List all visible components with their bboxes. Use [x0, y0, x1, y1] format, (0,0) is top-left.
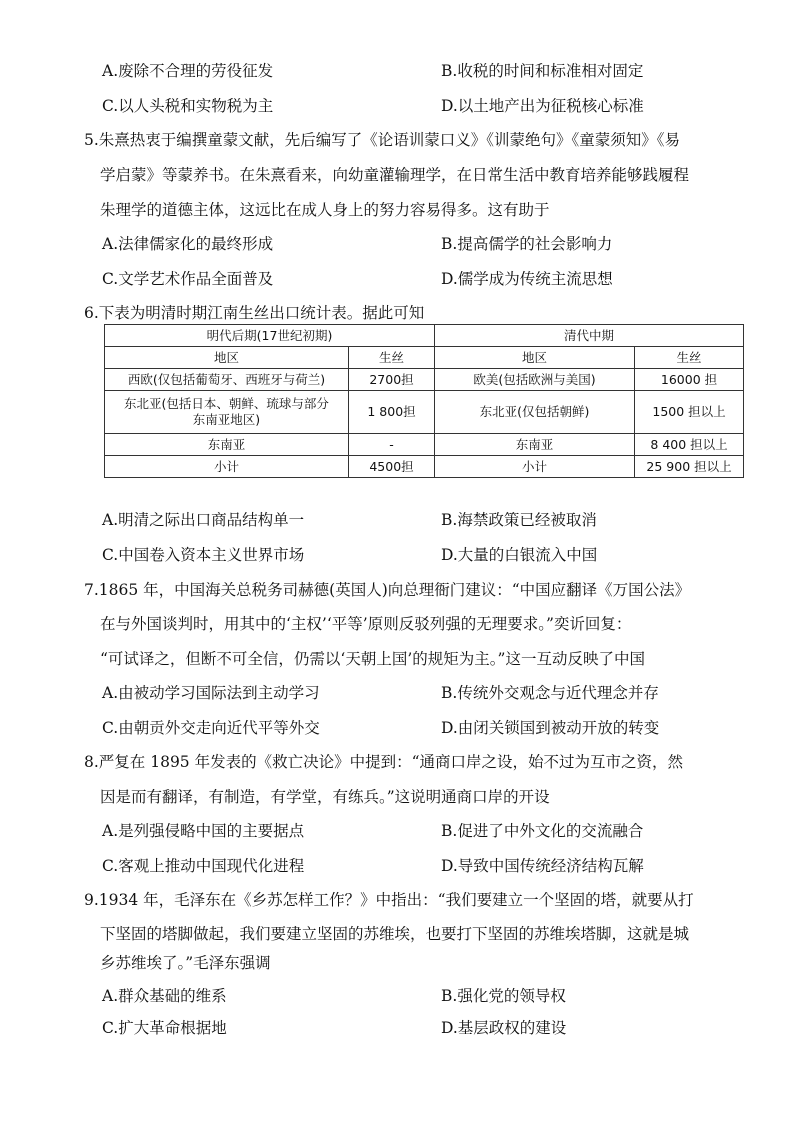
q7-option-b: B.传统外交观念与近代理念并存: [441, 684, 659, 702]
q9-stem-line3: 乡苏维埃了。”毛泽东强调: [100, 954, 271, 972]
q6-stem: 6.下表为明清时期江南生丝出口统计表。据此可知: [84, 304, 425, 322]
q5-stem-line2: 学启蒙》等蒙养书。在朱熹看来，向幼童灌输理学，在日常生活中教育培养能够践履程: [100, 166, 690, 184]
table-row: [105, 369, 744, 391]
qing-silk-cell: 8 400 担以上: [635, 434, 744, 456]
ming-silk-cell: 2700担: [349, 369, 435, 391]
q6-option-d: D.大量的白银流入中国: [441, 546, 598, 564]
q8-stem-line1: 8.严复在 1895 年发表的《救亡决论》中提到：“通商口岸之设，始不过为互市之资，然: [84, 753, 684, 771]
q5-option-a: A.法律儒家化的最终形成: [102, 235, 274, 253]
ming-region-cell: 西欧(仅包括葡萄牙、西班牙与荷兰): [105, 369, 349, 391]
q4-option-a: A.废除不合理的劳役征发: [102, 62, 274, 80]
q5-option-d: D.儒学成为传统主流思想: [441, 270, 613, 288]
q5-option-b: B.提高儒学的社会影响力: [441, 235, 613, 253]
header-ming-silk: 生丝: [349, 347, 435, 369]
qing-silk-cell: 16000 担: [635, 369, 744, 391]
ming-region-line2: 东南亚地区): [192, 412, 261, 427]
header-qing-silk: 生丝: [635, 347, 744, 369]
q6-option-b: B.海禁政策已经被取消: [441, 511, 597, 529]
q9-option-c: C.扩大革命根据地: [102, 1019, 227, 1037]
q6-option-a: A.明清之际出口商品结构单一: [102, 511, 305, 529]
qing-silk-cell: 25 900 担以上: [635, 456, 744, 478]
ming-silk-cell: 1 800担: [349, 391, 435, 434]
table-header-column-row: [105, 347, 744, 369]
table-row: [105, 456, 744, 478]
q8-stem-line2: 因是而有翻译，有制造，有学堂，有练兵。”这说明通商口岸的开设: [100, 788, 550, 806]
ming-region-cell: 小计: [105, 456, 349, 478]
header-qing-region: 地区: [435, 347, 635, 369]
q7-stem-line1: 7.1865 年，中国海关总税务司赫德(英国人)向总理衙门建议：“中国应翻译《万国公法》: [84, 581, 691, 599]
q8-option-c: C.客观上推动中国现代化进程: [102, 857, 305, 875]
table-row: [105, 434, 744, 456]
ming-region-cell: 东南亚: [105, 434, 349, 456]
q9-stem-line2: 下坚固的塔脚做起，我们要建立坚固的苏维埃，也要打下坚固的苏维埃塔脚，这就是城: [100, 925, 690, 943]
ming-silk-cell: 4500担: [349, 456, 435, 478]
q6-option-c: C.中国卷入资本主义世界市场: [102, 546, 305, 564]
qing-region-cell: 小计: [435, 456, 635, 478]
qing-region-cell: 欧美(包括欧洲与美国): [435, 369, 635, 391]
q5-stem-line3: 朱理学的道德主体，这远比在成人身上的努力容易得多。这有助于: [100, 201, 550, 219]
q4-option-d: D.以土地产出为征税核心标准: [441, 97, 644, 115]
qing-region-cell: 东北亚(仅包括朝鲜): [435, 391, 635, 434]
header-ming-period: 明代后期(17世纪初期): [105, 325, 435, 347]
ming-region-cell: [105, 391, 349, 434]
table-header-period-row: [105, 325, 744, 347]
header-qing-period: 清代中期: [435, 325, 744, 347]
header-ming-region: 地区: [105, 347, 349, 369]
q7-stem-line2: 在与外国谈判时，用其中的‘主权’‘平等’原则反驳列强的无理要求。”奕䜣回复：: [100, 615, 632, 633]
q7-option-d: D.由闭关锁国到被动开放的转变: [441, 719, 660, 737]
q5-stem-line1: 5.朱熹热衷于编撰童蒙文献，先后编写了《论语训蒙口义》《训蒙绝句》《童蒙须知》《易: [84, 131, 681, 149]
ming-region-line1: 东北亚(包括日本、朝鲜、琉球与部分: [124, 396, 329, 411]
q4-option-c: C.以人头税和实物税为主: [102, 97, 274, 115]
q8-option-d: D.导致中国传统经济结构瓦解: [441, 857, 644, 875]
qing-silk-cell: 1500 担以上: [635, 391, 744, 434]
q4-option-b: B.收税的时间和标准相对固定: [441, 62, 644, 80]
q8-option-b: B.促进了中外文化的交流融合: [441, 822, 644, 840]
q9-stem-line1: 9.1934 年，毛泽东在《乡苏怎样工作？》中指出：“我们要建立一个坚固的塔，就要从打: [84, 891, 694, 909]
q5-option-c: C.文学艺术作品全面普及: [102, 270, 274, 288]
ming-silk-cell: -: [349, 434, 435, 456]
q7-option-a: A.由被动学习国际法到主动学习: [102, 684, 320, 702]
q7-stem-line3: “可试译之，但断不可全信，仍需以‘天朝上国’的规矩为主。”这一互动反映了中国: [100, 650, 645, 668]
q7-option-c: C.由朝贡外交走向近代平等外交: [102, 719, 320, 737]
silk-export-table: [104, 324, 744, 478]
q9-option-a: A.群众基础的维系: [102, 987, 227, 1005]
q8-option-a: A.是列强侵略中国的主要据点: [102, 822, 305, 840]
q9-option-d: D.基层政权的建设: [441, 1019, 567, 1037]
q9-option-b: B.强化党的领导权: [441, 987, 566, 1005]
qing-region-cell: 东南亚: [435, 434, 635, 456]
table-row: [105, 391, 744, 434]
